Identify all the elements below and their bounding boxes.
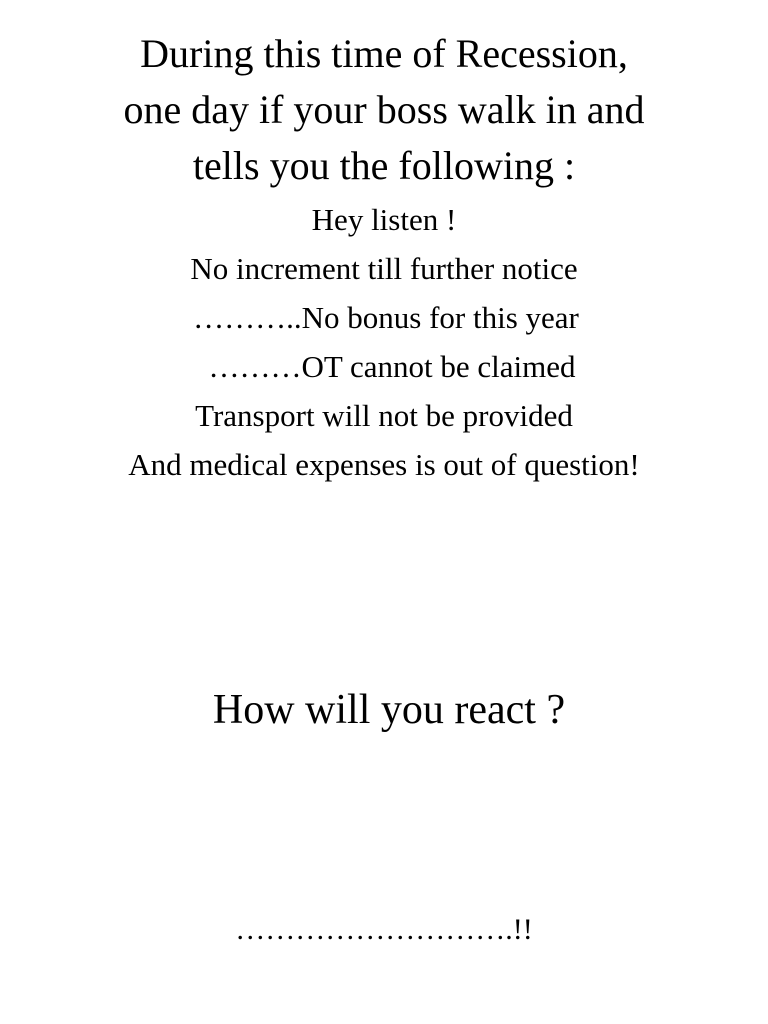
slide-title: [20, 26, 748, 194]
body-line-ot: ………OT cannot be claimed: [208, 349, 576, 384]
title-line: tells you the following :: [192, 143, 576, 188]
question-text: How will you react ?: [212, 687, 566, 733]
body-line-medical: And medical expenses is out of question!: [128, 447, 640, 482]
slide-body: [20, 195, 748, 489]
title-line: During this time of Recession,: [140, 31, 628, 76]
title-line: one day if your boss walk in and: [123, 87, 645, 132]
ending-text: ……………………….!!: [235, 913, 533, 946]
body-line-no-increment: No increment till further notice: [190, 251, 578, 286]
body-line-no-bonus: ………..No bonus for this year: [193, 300, 579, 335]
body-line-hey-listen: Hey listen !: [311, 202, 457, 237]
body-line-transport: Transport will not be provided: [195, 398, 573, 433]
